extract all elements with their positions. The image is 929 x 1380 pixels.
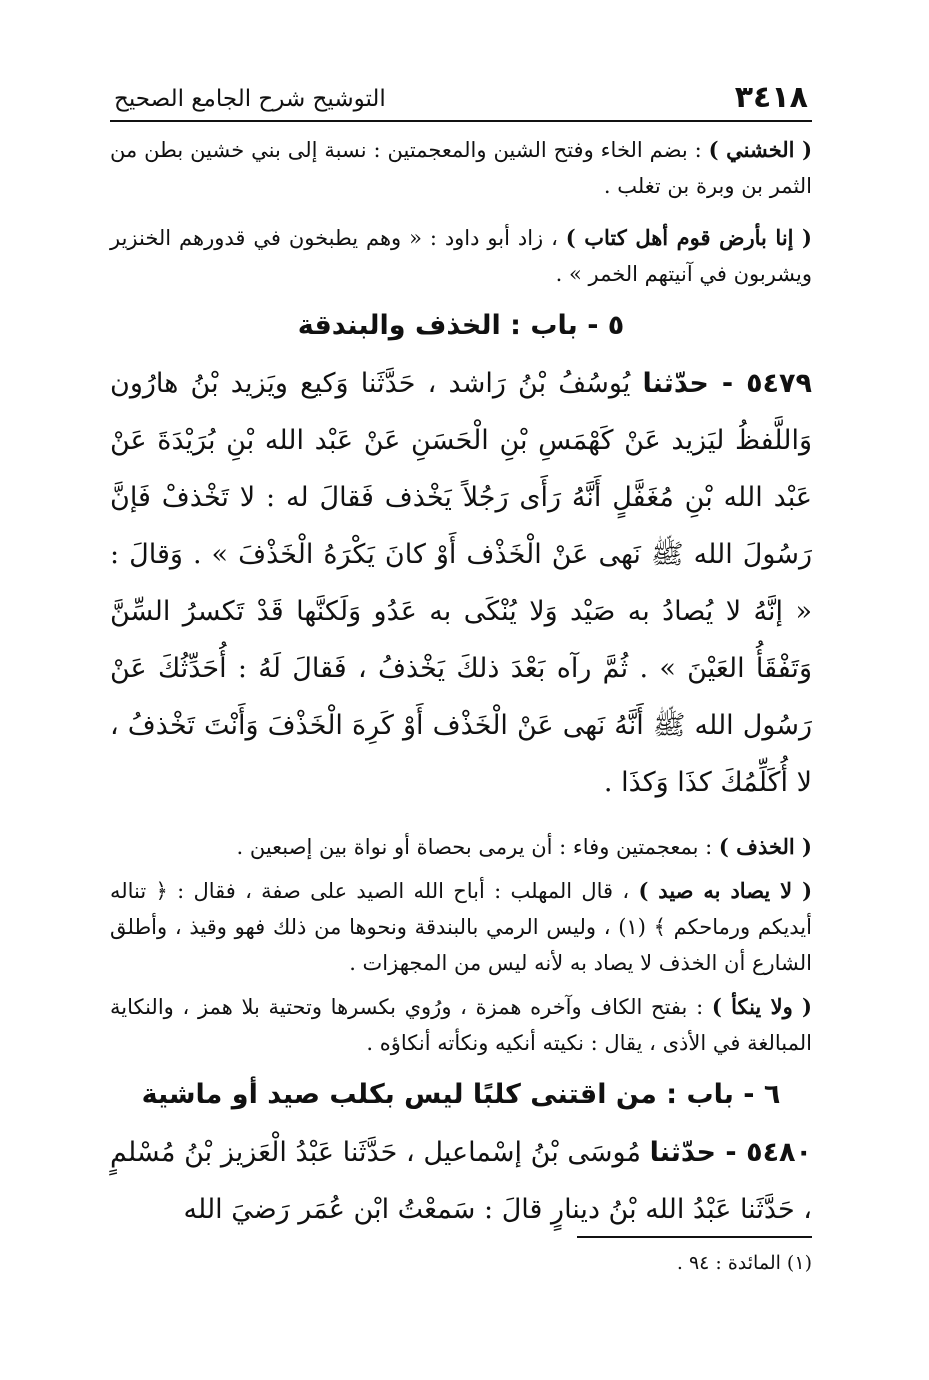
book-page [110,78,813,1274]
hadith-text [110,355,812,811]
hadith-number: ٥٤٧٩ - حدّثنا [642,368,812,399]
chapter-heading: ٥ - باب : الخذف والبندقة [297,310,625,341]
note-term: ( الخشني ) [708,137,813,162]
hadith-text [110,1124,812,1238]
note-text: : بمعجمتين وفاء : أن يرمى بحصاة أو نواة بين إصبعين . [236,835,719,859]
chapter-heading: ٦ - باب : من اقتنى كلبًا ليس بكلب صيد أو ماشية [141,1079,781,1110]
commentary-note [110,873,812,981]
commentary-block [110,829,812,1061]
note-term: ( الخذف ) [718,834,812,859]
note-text: : بفتح الكاف وآخره همزة ، ورُوي بكسرها وتحتية بلا همز ، والنكاية المبالغة في الأذى ، يقال : نكيته أنكيه ونكأته أنكاؤه . [110,995,812,1055]
note-text: ، قال المهلب : أباح الله الصيد على صفة ، فقال : ﴿ تناله أيديكم ورماحكم ﴾ (١) ، وليس الرمي بالبندقة ونحوها من ذلك فهو وقيذ ، وأطلق الشارع أن الخذف لا يصاد به لأنه ليس من المجهزات . [110,879,812,975]
commentary-note [110,220,812,292]
footnote: (١) المائدة : ٩٤ . [676,1252,812,1274]
note-term: ( لا يصاد به صيد ) [638,878,813,903]
footnote-divider [577,1236,812,1238]
running-title: التوشيح شرح الجامع الصحيح [114,86,386,112]
note-term: ( ولا ينكأ ) [711,994,812,1019]
page-number: ٣٤١٨ [734,80,808,115]
page-header [110,78,812,122]
note-text: ، زاد أبو داود : « وهم يطبخون في قدورهم الخنزير ويشربون في آنيتهم الخمر » . [110,226,812,286]
commentary-note [110,132,812,204]
hadith-number: ٥٤٨٠ - حدّثنا [649,1137,813,1168]
commentary-note [110,829,812,865]
hadith-body: يُوسُفُ بْنُ رَاشد ، حَدَّثَنا وَكيع ويَزيد بْنُ هارُون وَاللَّفظُ ليَزيد عَنْ كَهْمَسِ بْنِ الْحَسَنِ عَنْ عَبْد الله بْنِ بُرَيْدَةَ عَنْ عَبْد الله بْنِ مُغَفَّلٍ أَنَّهُ رَأَى رَجُلاً يَخْذف فَقالَ له : لا تَخْذفْ فَإنَّ رَسُولَ الله ﷺ نَهى عَنْ الْخَذْف أَوْ كانَ يَكْرَهُ الْخَذْفَ » . وَقالَ : « إنَّهُ لا يُصادُ به صَيْد وَلا يُنْكَى به عَدُو وَلَكنَّها قَدْ تَكسرُ السِّنَّ وَتَفْقَأُ العَيْنَ » . ثُمَّ رآه بَعْدَ ذلكَ يَخْذفُ ، فَقالَ لَهُ : أُحَدِّثُكَ عَنْ رَسُول الله ﷺ أَنَّهُ نَهى عَنْ الْخَذْف أَوْ كَرِهَ الْخَذْفَ وَأَنْتَ تَخْذفُ ، لا أُكَلِّمُكَ كذَا وَكذَا . [110,368,812,798]
note-term: ( إنا بأرض قوم أهل كتاب ) [565,225,812,250]
commentary-note [110,989,812,1061]
hadith-body: مُوسَى بْنُ إسْماعيل ، حَدَّثَنا عَبْدُ الْعَزيز بْنُ مُسْلمٍ ، حَدَّثَنا عَبْدُ الله بْنُ دينارٍ قالَ : سَمعْتُ ابْن عُمَر رَضيَ الله [110,1137,812,1225]
note-text: : بضم الخاء وفتح الشين والمعجمتين : نسبة إلى بني خشين بطن من الثمر بن وبرة بن تغلب . [110,138,812,198]
